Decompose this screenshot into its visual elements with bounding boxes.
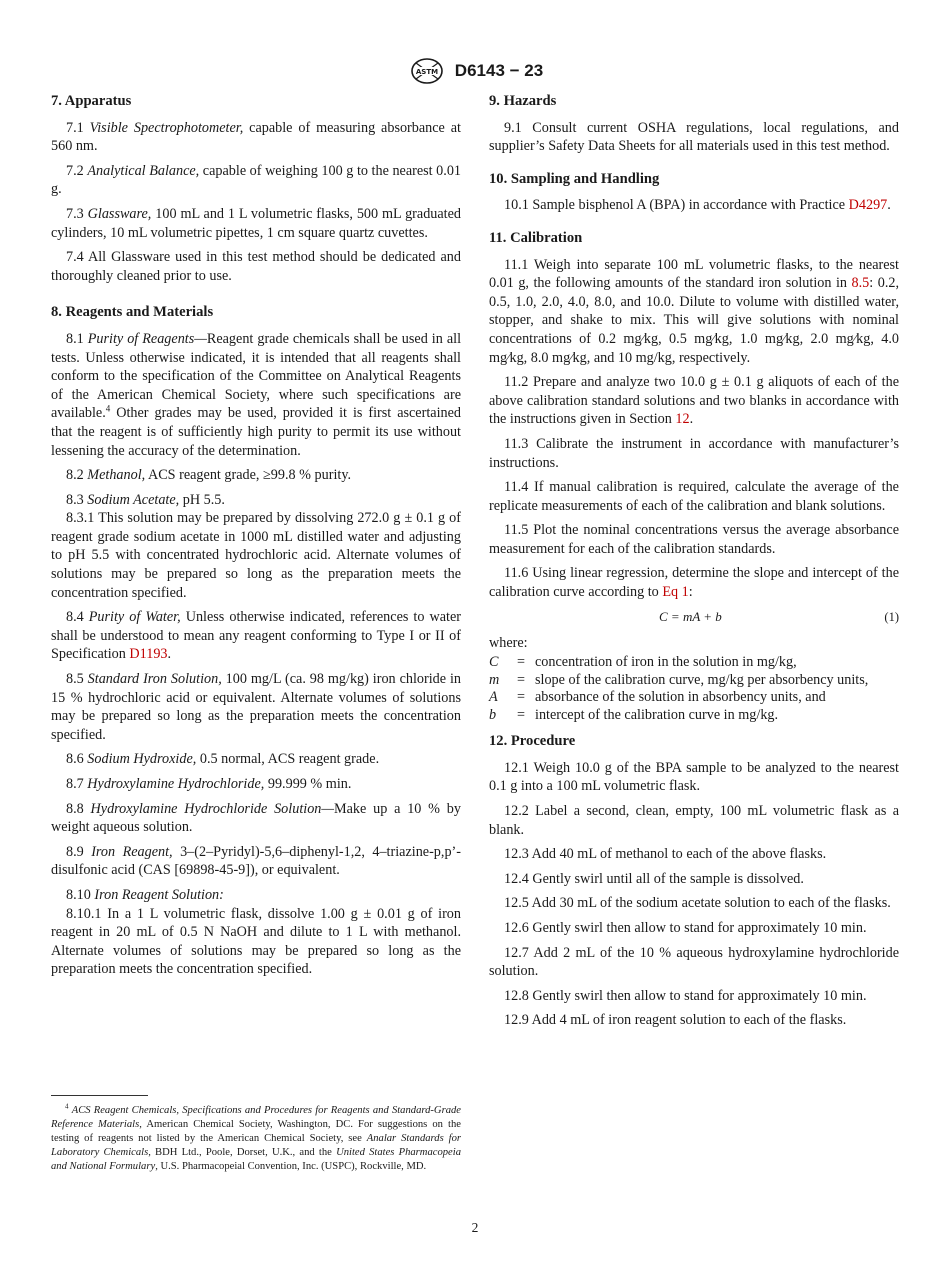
section-10-title: 10. Sampling and Handling — [489, 170, 660, 187]
para-11-3: 11.3 Calibrate the instrument in accordance with manufacturer’s instructions. — [489, 435, 899, 471]
equation-number: (1) — [884, 609, 899, 624]
equation-body: C = mA + b — [659, 608, 722, 624]
section-8-title: 8. Reagents and Materials — [51, 304, 214, 321]
para-12-3: 12.3 Add 40 mL of methanol to each of the above flasks. — [504, 846, 827, 863]
para-12-1: 12.1 Weigh 10.0 g of the BPA sample to be analyzed to the nearest 0.1 g into a 100 mL volumetric flask. — [489, 759, 899, 795]
para-7-3: 7.3 Glassware, 100 mL and 1 L volumetric flasks, 500 mL graduated cylinders, 10 mL volumetric pipettes, 1 cm square quartz cuvettes. — [51, 205, 462, 241]
footnote-4: $^4$ ACS Reagent Chemicals, Specifications and Procedures for Reagents and Standard-Grade Reference Materials, American Chemical Society, Washington, DC. For suggestions on the testing of reagents not listed by the American Chemical Society, see Analar Standards for Laboratory Chemicals, BDH Ltd., Poole, Dorset, U.K., and the United States Pharmacopeia and National Formulary, U.S. Pharmacopeial Convention, Inc. (USPC), Rockville, MD. — [51, 1102, 462, 1172]
para-9-1: 9.1 Consult current OSHA regulations, local regulations, and supplier’s Safety Data Sheets for all materials used in this test method. — [489, 119, 899, 155]
para-12-4: 12.4 Gently swirl until all of the sample is dissolved. — [504, 870, 804, 887]
para-11-1: 11.1 Weigh into separate 100 mL volumetric flasks, to the nearest 0.01 g, the following amounts of the standard iron solution in 8.5: 0.2, 0.5, 1.0, 2.0, 4.0, 8.0, and 10.0. Dilute to volume with distilled water, stopper, and shake to mix. This will give solutions with nominal concentrations of 0.2 mg⁄kg, 0.5 mg⁄kg, 1.0 mg⁄kg, 2.0 mg⁄kg, 4.0 mg⁄kg, 8.0 mg⁄kg, and 10 mg/kg, respectively. — [489, 256, 900, 366]
footnote-ref[interactable]: 4 — [105, 403, 111, 414]
definition-c: C = concentration of iron in the solution in mg/kg, — [489, 654, 797, 671]
right-column — [489, 92, 899, 1036]
document-id: D6143 − 23 — [454, 61, 544, 80]
para-8-9: 8.9 Iron Reagent, 3–(2–Pyridyl)-5,6–diphenyl-1,2, 4–triazine-p,p’-disulfonic acid (CAS [69898-45-9]), or equivalent. — [51, 843, 461, 879]
para-12-6: 12.6 Gently swirl then allow to stand for approximately 10 min. — [504, 920, 867, 936]
link-section-12[interactable]: 12 — [675, 411, 690, 428]
para-8-3: 8.3 Sodium Acetate, pH 5.5. — [66, 491, 225, 508]
link-8-5[interactable]: 8.5 — [851, 275, 870, 292]
para-8-4: 8.4 Purity of Water, Unless otherwise indicated, references to water shall be understood to mean any reagent conforming to Type I or II of Specification D1193. — [51, 609, 461, 663]
para-8-5: 8.5 Standard Iron Solution, 100 mg/L (ca. 98 mg/kg) iron chloride in 15 % hydrochloric acid or equivalent. Alternate volumes of solutions may be prepared so long as the preparation meets the concentration specified. — [51, 671, 462, 743]
para-11-4: 11.4 If manual calibration is required, calculate the average of the replicate measurements of each of the calibration and blank solutions. — [489, 479, 899, 514]
equation-1 — [489, 606, 899, 628]
link-d4297[interactable]: D4297 — [848, 197, 888, 214]
page-header — [0, 56, 950, 86]
footnote-divider — [51, 1095, 148, 1096]
para-8-2: 8.2 Methanol, ACS reagent grade, ≥99.8 % purity. — [66, 467, 352, 484]
link-eq-1[interactable]: Eq 1 — [662, 584, 689, 601]
para-8-8: 8.8 Hydroxylamine Hydrochloride Solution—Make up a 10 % by weight aqueous solution. — [51, 800, 461, 836]
section-9-title: 9. Hazards — [489, 93, 557, 109]
para-7-4: 7.4 All Glassware used in this test method should be dedicated and thoroughly cleaned prior to use. — [51, 249, 461, 284]
para-8-7: 8.7 Hydroxylamine Hydrochloride, 99.999 % min. — [66, 776, 352, 792]
para-7-1: 7.1 Visible Spectrophotometer, capable of measuring absorbance at 560 nm. — [51, 119, 461, 155]
link-d1193[interactable]: D1193 — [129, 646, 168, 663]
para-7-2: 7.2 Analytical Balance, capable of weighing 100 g to the nearest 0.01 g. — [51, 162, 462, 198]
section-11-title: 11. Calibration — [489, 229, 583, 246]
para-11-6: 11.6 Using linear regression, determine the slope and intercept of the calibration curve according to Eq 1: — [489, 565, 899, 601]
definition-b: b = intercept of the calibration curve in mg/kg. — [489, 706, 779, 723]
para-10-1: 10.1 Sample bisphenol A (BPA) in accordance with Practice D4297. — [504, 197, 891, 214]
para-12-8: 12.8 Gently swirl then allow to stand for approximately 10 min. — [504, 987, 867, 1004]
page-number: 2 — [471, 1220, 479, 1235]
section-7-title: 7. Apparatus — [51, 93, 132, 109]
para-12-7: 12.7 Add 2 mL of the 10 % aqueous hydroxylamine hydrochloride solution. — [489, 944, 899, 980]
para-8-6: 8.6 Sodium Hydroxide, 0.5 normal, ACS reagent grade. — [66, 751, 380, 768]
para-12-9: 12.9 Add 4 mL of iron reagent solution to each of the flasks. — [504, 1012, 847, 1029]
definition-a: A = absorbance of the solution in absorbency units, and — [489, 689, 826, 706]
para-8-3-1: 8.3.1 This solution may be prepared by dissolving 272.0 g ± 0.1 g of reagent grade sodium acetate in 1000 mL distilled water and adjusting to pH 5.5 with concentrated hydrochloric acid. Alternate volumes of solutions may be prepared so long as the preparation meets the concentration specified. — [51, 510, 461, 601]
para-12-2: 12.2 Label a second, clean, empty, 100 mL volumetric flask as a blank. — [489, 803, 899, 838]
section-12-title: 12. Procedure — [489, 733, 576, 750]
definition-m: m = slope of the calibration curve, mg/kg per absorbency units, — [489, 671, 869, 688]
where-label: where: — [489, 634, 528, 651]
svg-text:ASTM: ASTM — [415, 68, 438, 76]
para-8-10-1: 8.10.1 In a 1 L volumetric flask, dissolve 1.00 g ± 0.01 g of iron reagent in 20 mL of 0.5 N NaOH and dilute to 1 L with methanol. Alternate volumes of solutions may be prepared so long as the preparation meets the concentration specified. — [51, 905, 461, 978]
para-11-5: 11.5 Plot the nominal concentrations versus the average absorbance measurement for each of the calibration standards. — [489, 522, 899, 557]
para-12-5: 12.5 Add 30 mL of the sodium acetate solution to each of the flasks. — [504, 895, 891, 912]
para-11-2: 11.2 Prepare and analyze two 10.0 g ± 0.1 g aliquots of each of the above calibration standard solutions and two blanks in accordance with the instructions given in Section 12. — [489, 374, 899, 428]
astm-logo-icon — [407, 56, 447, 86]
para-8-10: 8.10 Iron Reagent Solution: — [66, 886, 224, 903]
left-column — [51, 92, 461, 985]
para-8-1: 8.1 Purity of Reagents—Reagent grade chemicals shall be used in all tests. Unless otherwise indicated, it is intended that all reagents shall conform to the specification of the Committee on Analytical Reagents of the American Chemical Society, where such specifications are available.$^4$ Other grades may be used, provided it is first ascertained that the reagent is of sufficiently high purity to permit its use without lessening the accuracy of the determination. — [51, 330, 462, 459]
